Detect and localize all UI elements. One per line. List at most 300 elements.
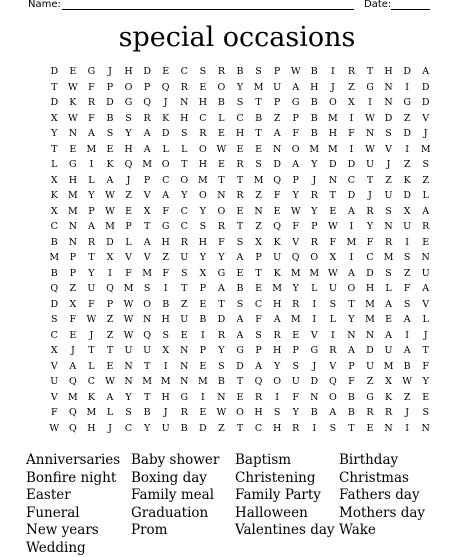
grid-letter: E bbox=[361, 421, 380, 437]
grid-letter: N bbox=[416, 421, 435, 437]
grid-letter: P bbox=[119, 219, 138, 235]
grid-letter: D bbox=[101, 235, 120, 251]
grid-letter: N bbox=[324, 173, 343, 189]
grid-letter: T bbox=[175, 281, 194, 297]
grid-letter: Q bbox=[101, 281, 120, 297]
grid-letter: V bbox=[324, 359, 343, 375]
word-list-item: Funeral bbox=[26, 505, 131, 523]
grid-letter: R bbox=[324, 343, 343, 359]
grid-letter: M bbox=[286, 266, 305, 282]
grid-letter: Y bbox=[305, 157, 324, 173]
grid-letter: X bbox=[398, 204, 417, 220]
word-list-item: Prom bbox=[131, 522, 235, 540]
grid-letter: C bbox=[175, 219, 194, 235]
grid-letter: P bbox=[64, 250, 83, 266]
grid-letter: B bbox=[231, 281, 250, 297]
grid-letter: R bbox=[249, 390, 268, 406]
grid-letter: Y bbox=[194, 204, 213, 220]
grid-letter: R bbox=[305, 188, 324, 204]
grid-letter: C bbox=[45, 328, 64, 344]
word-list-item: Baby shower bbox=[131, 452, 235, 470]
grid-letter: W bbox=[101, 188, 120, 204]
grid-letter: U bbox=[175, 312, 194, 328]
grid-letter: M bbox=[64, 390, 83, 406]
grid-letter: R bbox=[231, 157, 250, 173]
grid-letter: T bbox=[45, 80, 64, 96]
grid-letter: I bbox=[305, 297, 324, 313]
grid-letter: C bbox=[194, 111, 213, 127]
grid-letter: T bbox=[361, 64, 380, 80]
grid-letter: J bbox=[305, 359, 324, 375]
grid-letter: O bbox=[156, 157, 175, 173]
grid-letter: B bbox=[305, 95, 324, 111]
grid-letter: R bbox=[175, 235, 194, 251]
grid-letter: R bbox=[175, 80, 194, 96]
grid-letter: I bbox=[194, 328, 213, 344]
word-list-item: Birthday bbox=[339, 452, 459, 470]
grid-letter: W bbox=[101, 374, 120, 390]
grid-letter: B bbox=[249, 111, 268, 127]
grid-letter: Y bbox=[212, 250, 231, 266]
grid-letter: N bbox=[305, 390, 324, 406]
word-list-item: Baptism bbox=[235, 452, 339, 470]
grid-letter: E bbox=[156, 64, 175, 80]
grid-letter: F bbox=[82, 111, 101, 127]
grid-letter: P bbox=[268, 95, 287, 111]
grid-letter: C bbox=[342, 173, 361, 189]
grid-letter: F bbox=[416, 359, 435, 375]
word-list-item: Boxing day bbox=[131, 470, 235, 488]
grid-letter: D bbox=[138, 64, 157, 80]
grid-letter: Y bbox=[268, 359, 287, 375]
grid-letter: I bbox=[268, 390, 287, 406]
grid-letter: L bbox=[324, 312, 343, 328]
grid-letter: R bbox=[82, 235, 101, 251]
grid-letter: A bbox=[249, 359, 268, 375]
grid-letter: A bbox=[212, 281, 231, 297]
grid-letter: I bbox=[398, 142, 417, 158]
header-row bbox=[0, 0, 474, 12]
grid-letter: P bbox=[82, 204, 101, 220]
grid-letter: D bbox=[45, 95, 64, 111]
grid-letter: L bbox=[416, 188, 435, 204]
grid-letter: E bbox=[64, 142, 83, 158]
grid-letter: E bbox=[286, 328, 305, 344]
grid-letter: V bbox=[416, 111, 435, 127]
grid-letter: V bbox=[138, 250, 157, 266]
grid-letter: P bbox=[305, 219, 324, 235]
grid-letter: A bbox=[138, 126, 157, 142]
grid-letter: O bbox=[305, 250, 324, 266]
grid-letter: X bbox=[324, 250, 343, 266]
grid-letter: T bbox=[342, 421, 361, 437]
grid-letter: B bbox=[45, 266, 64, 282]
grid-letter: A bbox=[379, 328, 398, 344]
grid-letter: K bbox=[45, 188, 64, 204]
grid-letter: U bbox=[324, 281, 343, 297]
grid-letter: K bbox=[268, 266, 287, 282]
grid-letter: T bbox=[45, 142, 64, 158]
grid-letter: D bbox=[416, 95, 435, 111]
grid-letter: B bbox=[342, 405, 361, 421]
grid-letter: U bbox=[138, 343, 157, 359]
grid-letter: E bbox=[268, 204, 287, 220]
grid-letter: L bbox=[82, 359, 101, 375]
grid-letter: Q bbox=[119, 157, 138, 173]
grid-letter: H bbox=[361, 281, 380, 297]
grid-letter: A bbox=[286, 80, 305, 96]
grid-letter: D bbox=[45, 64, 64, 80]
grid-letter: Y bbox=[416, 374, 435, 390]
grid-letter: Q bbox=[324, 374, 343, 390]
grid-letter: X bbox=[64, 297, 83, 313]
word-list-item: Wake bbox=[339, 522, 459, 540]
grid-letter: R bbox=[82, 95, 101, 111]
grid-letter: D bbox=[416, 80, 435, 96]
grid-letter: Z bbox=[398, 111, 417, 127]
grid-letter: Y bbox=[119, 390, 138, 406]
grid-letter: L bbox=[212, 111, 231, 127]
grid-letter: X bbox=[249, 235, 268, 251]
letter-grid bbox=[45, 64, 435, 436]
grid-letter: W bbox=[119, 312, 138, 328]
grid-letter: S bbox=[119, 405, 138, 421]
grid-letter: T bbox=[231, 219, 250, 235]
grid-letter: U bbox=[175, 250, 194, 266]
grid-letter: Y bbox=[342, 312, 361, 328]
grid-letter: K bbox=[379, 390, 398, 406]
grid-letter: U bbox=[361, 157, 380, 173]
grid-letter: S bbox=[175, 126, 194, 142]
grid-letter: A bbox=[342, 266, 361, 282]
grid-letter: N bbox=[379, 421, 398, 437]
grid-letter: A bbox=[416, 64, 435, 80]
name-line bbox=[62, 9, 354, 10]
grid-letter: C bbox=[156, 173, 175, 189]
grid-letter: S bbox=[379, 266, 398, 282]
grid-letter: E bbox=[231, 142, 250, 158]
grid-letter: N bbox=[342, 328, 361, 344]
grid-letter: T bbox=[138, 390, 157, 406]
grid-letter: M bbox=[379, 250, 398, 266]
grid-letter: T bbox=[416, 343, 435, 359]
grid-letter: M bbox=[194, 374, 213, 390]
grid-letter: N bbox=[416, 250, 435, 266]
grid-letter: P bbox=[194, 281, 213, 297]
grid-letter: Y bbox=[194, 250, 213, 266]
grid-letter: Z bbox=[64, 281, 83, 297]
grid-letter: B bbox=[231, 64, 250, 80]
grid-letter: H bbox=[119, 142, 138, 158]
grid-letter: B bbox=[45, 235, 64, 251]
grid-letter: Z bbox=[249, 219, 268, 235]
grid-letter: C bbox=[175, 64, 194, 80]
grid-letter: Q bbox=[249, 374, 268, 390]
grid-letter: I bbox=[324, 328, 343, 344]
grid-letter: P bbox=[101, 80, 120, 96]
grid-letter: P bbox=[249, 250, 268, 266]
grid-letter: Y bbox=[45, 126, 64, 142]
grid-letter: J bbox=[64, 343, 83, 359]
grid-letter: R bbox=[175, 405, 194, 421]
grid-letter: Y bbox=[286, 281, 305, 297]
grid-letter: Y bbox=[286, 405, 305, 421]
grid-letter: D bbox=[361, 266, 380, 282]
grid-letter: X bbox=[45, 111, 64, 127]
date-line bbox=[391, 9, 430, 10]
grid-letter: G bbox=[175, 390, 194, 406]
grid-letter: G bbox=[231, 343, 250, 359]
grid-letter: S bbox=[212, 359, 231, 375]
grid-letter: F bbox=[156, 266, 175, 282]
grid-letter: P bbox=[249, 343, 268, 359]
grid-letter: D bbox=[45, 297, 64, 313]
grid-letter: W bbox=[119, 328, 138, 344]
grid-letter: D bbox=[379, 111, 398, 127]
grid-letter: E bbox=[64, 64, 83, 80]
grid-letter: G bbox=[64, 157, 83, 173]
grid-letter: E bbox=[101, 142, 120, 158]
grid-letter: N bbox=[361, 126, 380, 142]
grid-letter: U bbox=[156, 421, 175, 437]
grid-letter: G bbox=[398, 95, 417, 111]
grid-letter: M bbox=[286, 312, 305, 328]
grid-letter: A bbox=[82, 219, 101, 235]
grid-letter: K bbox=[398, 173, 417, 189]
grid-letter: D bbox=[101, 95, 120, 111]
grid-letter: R bbox=[416, 219, 435, 235]
grid-letter: D bbox=[156, 126, 175, 142]
grid-letter: C bbox=[175, 204, 194, 220]
grid-letter: T bbox=[101, 343, 120, 359]
grid-letter: E bbox=[194, 80, 213, 96]
grid-letter: I bbox=[156, 359, 175, 375]
grid-letter: Y bbox=[212, 343, 231, 359]
grid-letter: R bbox=[379, 405, 398, 421]
grid-letter: W bbox=[286, 204, 305, 220]
grid-letter: I bbox=[324, 64, 343, 80]
grid-letter: L bbox=[119, 235, 138, 251]
grid-letter: L bbox=[379, 281, 398, 297]
grid-letter: V bbox=[138, 188, 157, 204]
grid-letter: X bbox=[156, 343, 175, 359]
grid-letter: I bbox=[82, 157, 101, 173]
grid-letter: E bbox=[101, 359, 120, 375]
grid-letter: B bbox=[305, 405, 324, 421]
grid-letter: A bbox=[138, 235, 157, 251]
grid-letter: J bbox=[324, 80, 343, 96]
grid-letter: W bbox=[324, 266, 343, 282]
grid-letter: R bbox=[305, 235, 324, 251]
grid-letter: O bbox=[342, 281, 361, 297]
word-list-item: Valentines day bbox=[235, 522, 339, 540]
grid-letter: A bbox=[379, 297, 398, 313]
grid-letter: I bbox=[398, 328, 417, 344]
grid-letter: W bbox=[286, 64, 305, 80]
grid-letter: H bbox=[194, 235, 213, 251]
grid-letter: M bbox=[138, 157, 157, 173]
grid-letter: D bbox=[324, 157, 343, 173]
grid-letter: M bbox=[305, 142, 324, 158]
grid-letter: K bbox=[82, 390, 101, 406]
grid-letter: B bbox=[212, 95, 231, 111]
grid-letter: U bbox=[379, 343, 398, 359]
grid-letter: A bbox=[342, 204, 361, 220]
grid-letter: K bbox=[64, 95, 83, 111]
grid-letter: M bbox=[156, 374, 175, 390]
grid-letter: R bbox=[286, 297, 305, 313]
grid-letter: Q bbox=[268, 173, 287, 189]
grid-letter: M bbox=[249, 80, 268, 96]
grid-letter: T bbox=[175, 157, 194, 173]
grid-letter: N bbox=[119, 374, 138, 390]
grid-letter: U bbox=[268, 250, 287, 266]
grid-letter: A bbox=[231, 312, 250, 328]
grid-letter: B bbox=[194, 312, 213, 328]
grid-letter: Z bbox=[398, 157, 417, 173]
grid-letter: S bbox=[416, 157, 435, 173]
grid-letter: H bbox=[175, 111, 194, 127]
grid-letter: Q bbox=[64, 374, 83, 390]
grid-letter: B bbox=[342, 390, 361, 406]
grid-letter: Q bbox=[45, 281, 64, 297]
grid-letter: Y bbox=[82, 266, 101, 282]
grid-letter: C bbox=[361, 250, 380, 266]
grid-letter: O bbox=[268, 374, 287, 390]
grid-letter: S bbox=[175, 266, 194, 282]
grid-letter: S bbox=[194, 64, 213, 80]
grid-letter: A bbox=[416, 204, 435, 220]
grid-letter: B bbox=[305, 111, 324, 127]
grid-letter: M bbox=[361, 312, 380, 328]
grid-letter: I bbox=[156, 281, 175, 297]
grid-letter: B bbox=[398, 359, 417, 375]
grid-letter: Y bbox=[175, 188, 194, 204]
grid-letter: J bbox=[305, 173, 324, 189]
grid-letter: E bbox=[194, 359, 213, 375]
grid-letter: E bbox=[194, 297, 213, 313]
grid-letter: K bbox=[156, 111, 175, 127]
grid-letter: S bbox=[324, 297, 343, 313]
grid-letter: Z bbox=[101, 312, 120, 328]
grid-letter: B bbox=[305, 126, 324, 142]
grid-letter: D bbox=[342, 188, 361, 204]
grid-letter: U bbox=[379, 188, 398, 204]
grid-letter: M bbox=[64, 204, 83, 220]
grid-letter: V bbox=[379, 142, 398, 158]
grid-letter: Z bbox=[416, 173, 435, 189]
grid-letter: F bbox=[268, 188, 287, 204]
grid-letter: P bbox=[286, 111, 305, 127]
grid-letter: W bbox=[212, 142, 231, 158]
grid-letter: D bbox=[212, 312, 231, 328]
grid-letter: W bbox=[324, 219, 343, 235]
grid-letter: I bbox=[305, 312, 324, 328]
grid-letter: F bbox=[286, 390, 305, 406]
grid-letter: O bbox=[119, 80, 138, 96]
grid-letter: E bbox=[194, 405, 213, 421]
grid-letter: F bbox=[324, 235, 343, 251]
grid-letter: A bbox=[268, 126, 287, 142]
grid-letter: E bbox=[416, 390, 435, 406]
page-title: special occasions bbox=[0, 18, 474, 58]
grid-letter: T bbox=[249, 126, 268, 142]
grid-letter: E bbox=[175, 328, 194, 344]
grid-letter: S bbox=[324, 421, 343, 437]
grid-letter: A bbox=[82, 126, 101, 142]
grid-letter: Z bbox=[361, 374, 380, 390]
grid-letter: O bbox=[324, 95, 343, 111]
grid-letter: L bbox=[416, 312, 435, 328]
grid-letter: I bbox=[398, 421, 417, 437]
grid-letter: R bbox=[268, 328, 287, 344]
grid-letter: G bbox=[82, 64, 101, 80]
word-list-item: Family meal bbox=[131, 487, 235, 505]
grid-letter: F bbox=[156, 204, 175, 220]
grid-letter: Z bbox=[156, 250, 175, 266]
grid-letter: I bbox=[361, 95, 380, 111]
grid-letter: D bbox=[231, 359, 250, 375]
grid-letter: O bbox=[212, 80, 231, 96]
grid-letter: H bbox=[119, 64, 138, 80]
grid-letter: P bbox=[138, 173, 157, 189]
grid-letter: M bbox=[45, 250, 64, 266]
grid-letter: Q bbox=[268, 219, 287, 235]
grid-letter: A bbox=[286, 157, 305, 173]
grid-letter: J bbox=[416, 328, 435, 344]
grid-letter: W bbox=[398, 374, 417, 390]
grid-letter: D bbox=[361, 343, 380, 359]
grid-letter: E bbox=[324, 204, 343, 220]
grid-letter: N bbox=[212, 390, 231, 406]
grid-letter: F bbox=[398, 281, 417, 297]
grid-letter: S bbox=[398, 250, 417, 266]
grid-letter: O bbox=[231, 405, 250, 421]
grid-letter: W bbox=[212, 405, 231, 421]
grid-letter: Q bbox=[138, 328, 157, 344]
grid-letter: G bbox=[119, 95, 138, 111]
grid-letter: M bbox=[82, 142, 101, 158]
grid-letter: I bbox=[305, 421, 324, 437]
grid-letter: A bbox=[231, 328, 250, 344]
grid-letter: A bbox=[156, 188, 175, 204]
grid-letter: E bbox=[231, 204, 250, 220]
grid-letter: I bbox=[398, 80, 417, 96]
grid-letter: D bbox=[398, 64, 417, 80]
grid-letter: Q bbox=[64, 405, 83, 421]
grid-letter: N bbox=[119, 359, 138, 375]
grid-letter: T bbox=[82, 343, 101, 359]
grid-letter: N bbox=[379, 95, 398, 111]
grid-letter: N bbox=[379, 80, 398, 96]
grid-letter: Z bbox=[119, 188, 138, 204]
grid-letter: M bbox=[82, 405, 101, 421]
grid-letter: C bbox=[249, 297, 268, 313]
grid-letter: J bbox=[101, 64, 120, 80]
grid-letter: M bbox=[324, 142, 343, 158]
grid-letter: H bbox=[305, 80, 324, 96]
grid-letter: Z bbox=[101, 328, 120, 344]
grid-letter: K bbox=[268, 235, 287, 251]
grid-letter: O bbox=[194, 142, 213, 158]
grid-letter: R bbox=[212, 64, 231, 80]
grid-letter: U bbox=[268, 80, 287, 96]
grid-letter: M bbox=[379, 359, 398, 375]
grid-letter: R bbox=[361, 405, 380, 421]
grid-letter: Z bbox=[249, 188, 268, 204]
grid-letter: U bbox=[416, 266, 435, 282]
grid-letter: F bbox=[342, 374, 361, 390]
